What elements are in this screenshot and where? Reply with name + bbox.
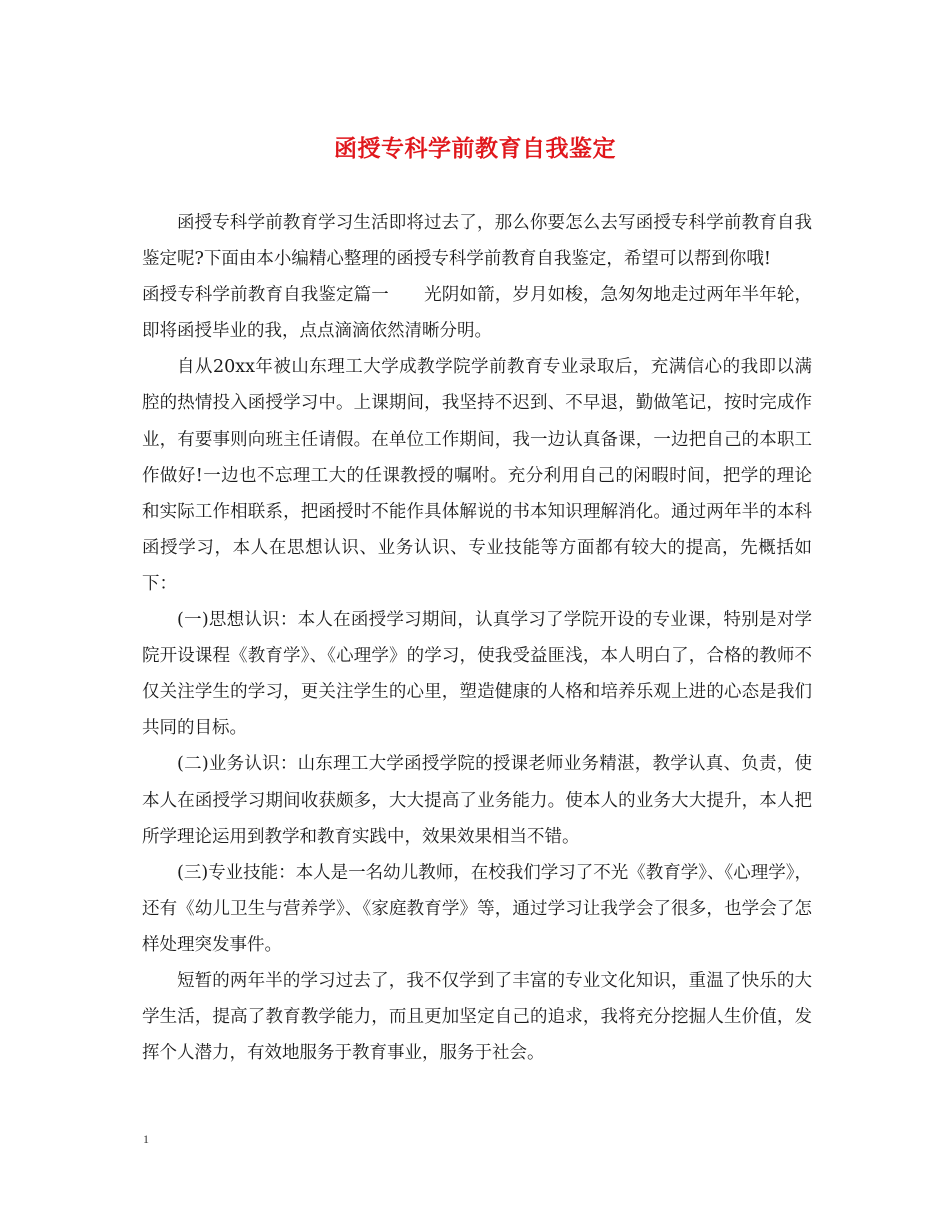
paragraph-skills: (三)专业技能：本人是一名幼儿教师，在校我们学习了不光《教育学》、《心理学》，还有《幼儿卫生与营养学》、《家庭教育学》等，通过学习让我学会了很多，也学会了怎样处理突发事件。 <box>142 862 812 955</box>
paragraph-section-heading: 函授专科学前教育自我鉴定篇一 光阴如箭，岁月如梭，急匆匆地走过两年半年轮，即将函授毕业的我，点点滴滴依然清晰分明。 <box>142 285 812 342</box>
page-number: 1 <box>143 1132 149 1146</box>
paragraph-business: (二)业务认识：山东理工大学函授学院的授课老师业务精湛，教学认真、负责，使本人在函授学习期间收获颇多，大大提高了业务能力。使本人的业务大大提升，本人把所学理论运用到教学和教育实践中，效果效果相当不错。 <box>142 754 812 847</box>
paragraph-study-experience: 自从20xx年被山东理工大学成教学院学前教育专业录取后，充满信心的我即以满腔的热情投入函授学习中。上课期间，我坚持不迟到、不早退，勤做笔记，按时完成作业，有要事则向班主任请假。在单位工作期间，我一边认真备课，一边把自己的本职工作做好!一边也不忘理工大的任课教授的嘱咐。充分利用自己的闲暇时间，把学的理论和实际工作相联系，把函授时不能作具体解说的书本知识理解消化。通过两年半的本科函授学习，本人在思想认识、业务认识、专业技能等方面都有较大的提高，先概括如下： <box>142 357 812 594</box>
paragraph-thought: (一)思想认识：本人在函授学习期间，认真学习了学院开设的专业课，特别是对学院开设课程《教育学》、《心理学》的学习，使我受益匪浅，本人明白了，合格的教师不仅关注学生的学习，更关注学生的心里，塑造健康的人格和培养乐观上进的心态是我们共同的目标。 <box>142 610 812 739</box>
document-title: 函授专科学前教育自我鉴定 <box>334 135 616 162</box>
paragraph-intro: 函授专科学前教育学习生活即将过去了，那么你要怎么去写函授专科学前教育自我鉴定呢?下面由本小编精心整理的函授专科学前教育自我鉴定，希望可以帮到你哦! <box>142 213 812 270</box>
paragraph-conclusion: 短暂的两年半的学习过去了，我不仅学到了丰富的专业文化知识，重温了快乐的大学生活，提高了教育教学能力，而且更加坚定自己的追求，我将充分挖掘人生价值，发挥个人潜力，有效地服务于教育事业，服务于社会。 <box>142 970 812 1064</box>
document-body <box>142 205 812 1071</box>
